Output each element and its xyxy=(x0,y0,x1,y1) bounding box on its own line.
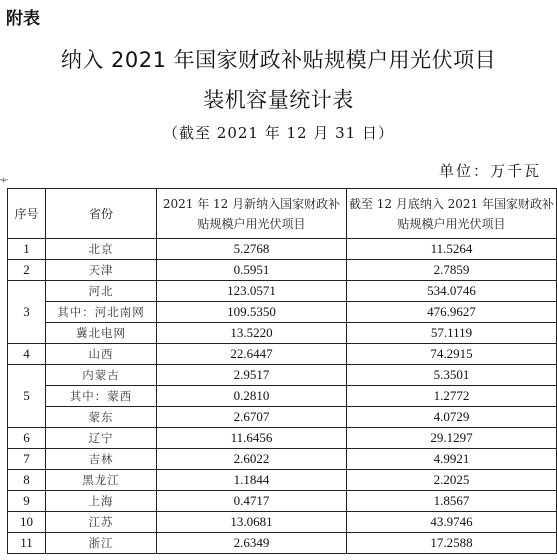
province-cell: 天津 xyxy=(46,260,157,281)
total-cell: 2.2025 xyxy=(347,470,557,491)
table-row xyxy=(8,365,557,386)
table-row xyxy=(8,449,557,470)
province-cell: 河北 xyxy=(46,281,157,302)
unit-label: 单位：万千瓦 xyxy=(438,162,541,180)
table-row xyxy=(8,491,557,512)
total-cell: 1.2772 xyxy=(347,386,557,407)
table-row xyxy=(8,428,557,449)
table-row xyxy=(8,239,557,260)
table-row xyxy=(8,302,557,323)
province-cell: 浙江 xyxy=(46,533,157,554)
seq-cell: 4 xyxy=(8,344,46,365)
province-cell: 上海 xyxy=(46,491,157,512)
new-cell: 109.5350 xyxy=(157,302,347,323)
new-cell: 13.0681 xyxy=(157,512,347,533)
total-cell: 17.2588 xyxy=(347,533,557,554)
total-cell: 29.1297 xyxy=(347,428,557,449)
new-cell: 1.1844 xyxy=(157,470,347,491)
province-cell: 冀北电网 xyxy=(46,323,157,344)
total-cell: 534.0746 xyxy=(347,281,557,302)
table-move-handle-icon[interactable]: + xyxy=(0,176,8,186)
total-cell: 57.1119 xyxy=(347,323,557,344)
seq-cell: 2 xyxy=(8,260,46,281)
seq-cell: 1 xyxy=(8,239,46,260)
new-cell: 0.5951 xyxy=(157,260,347,281)
table-row xyxy=(8,386,557,407)
table-header-row xyxy=(8,189,557,239)
new-cell: 0.2810 xyxy=(157,386,347,407)
province-cell: 其中：河北南网 xyxy=(46,302,157,323)
table-row xyxy=(8,323,557,344)
total-cell: 5.3501 xyxy=(347,365,557,386)
province-cell: 内蒙古 xyxy=(46,365,157,386)
new-cell: 22.6447 xyxy=(157,344,347,365)
header-province: 省份 xyxy=(46,189,157,239)
total-cell: 4.9921 xyxy=(347,449,557,470)
province-cell: 蒙东 xyxy=(46,407,157,428)
table-row xyxy=(8,512,557,533)
province-cell: 山西 xyxy=(46,344,157,365)
seq-cell: 5 xyxy=(8,365,46,428)
province-cell: 辽宁 xyxy=(46,428,157,449)
seq-cell: 11 xyxy=(8,533,46,554)
page-title: 纳入 2021 年国家财政补贴规模户用光伏项目 xyxy=(60,48,497,72)
new-cell: 11.6456 xyxy=(157,428,347,449)
total-cell: 1.8567 xyxy=(347,491,557,512)
new-cell: 2.9517 xyxy=(157,365,347,386)
date-subtitle: （截至 2021 年 12 月 31 日） xyxy=(163,124,394,142)
page-title-line2: 装机容量统计表 xyxy=(203,88,354,112)
province-cell: 其中：蒙西 xyxy=(46,386,157,407)
attachment-label: 附表 xyxy=(6,9,40,29)
total-cell: 43.9746 xyxy=(347,512,557,533)
header-new-installed: 2021 年 12 月新纳入国家财政补贴规模户用光伏项目 xyxy=(157,189,347,239)
new-cell: 13.5220 xyxy=(157,323,347,344)
header-seq: 序号 xyxy=(8,189,46,239)
new-cell: 5.2768 xyxy=(157,239,347,260)
total-cell: 4.0729 xyxy=(347,407,557,428)
seq-cell: 10 xyxy=(8,512,46,533)
total-cell: 74.2915 xyxy=(347,344,557,365)
table-row xyxy=(8,533,557,554)
seq-cell: 9 xyxy=(8,491,46,512)
new-cell: 123.0571 xyxy=(157,281,347,302)
table-row xyxy=(8,344,557,365)
header-cumulative: 截至 12 月底纳入 2021 年国家财政补贴规模户用光伏项目 xyxy=(347,189,557,239)
province-cell: 江苏 xyxy=(46,512,157,533)
total-cell: 476.9627 xyxy=(347,302,557,323)
province-cell: 吉林 xyxy=(46,449,157,470)
total-cell: 11.5264 xyxy=(347,239,557,260)
new-cell: 0.4717 xyxy=(157,491,347,512)
new-cell: 2.6349 xyxy=(157,533,347,554)
new-cell: 2.6707 xyxy=(157,407,347,428)
seq-cell: 6 xyxy=(8,428,46,449)
statistics-table xyxy=(7,188,557,554)
table-row xyxy=(8,260,557,281)
table-row xyxy=(8,281,557,302)
seq-cell: 8 xyxy=(8,470,46,491)
seq-cell: 7 xyxy=(8,449,46,470)
table-row xyxy=(8,470,557,491)
seq-cell: 3 xyxy=(8,281,46,344)
province-cell: 黑龙江 xyxy=(46,470,157,491)
province-cell: 北京 xyxy=(46,239,157,260)
table-row xyxy=(8,407,557,428)
new-cell: 2.6022 xyxy=(157,449,347,470)
total-cell: 2.7859 xyxy=(347,260,557,281)
